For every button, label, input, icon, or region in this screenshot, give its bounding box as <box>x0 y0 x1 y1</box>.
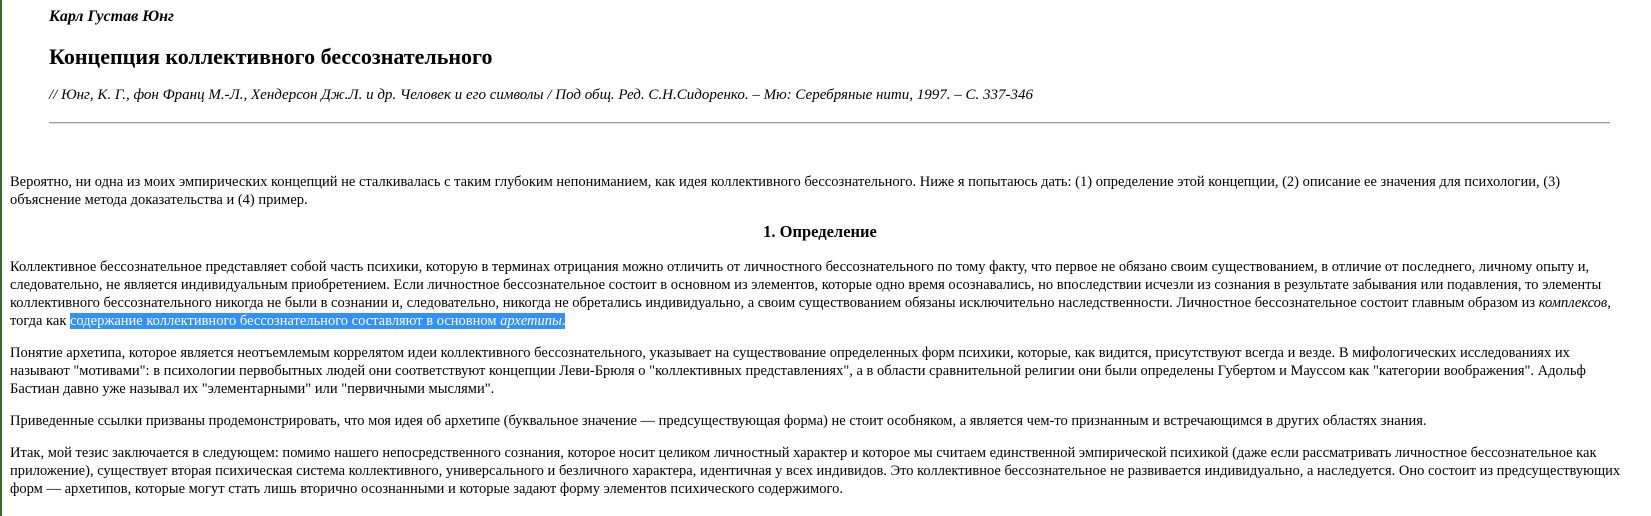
author-name: Карл Густав Юнг <box>49 8 174 25</box>
term-archetypes: архетипы <box>500 313 562 329</box>
citation: // Юнг, К. Г., фон Франц М.-Л., Хендерсон Дж.Л. и др. Человек и его символы / Под общ. Ред. С.Н.Сидоренко. – Мю: Серебряные нити, 1997. – С. 337-346 <box>49 87 1034 103</box>
page-title: Концепция коллективного бессознательного <box>49 44 493 69</box>
archetype-paragraph: Понятие архетипа, которое является неотъемлемым коррелятом идеи коллективного бессознательного, указывает на существование определенных форм психики, которые, как видится, присутствуют всегда и везде. В мифологических исследованиях их называют "мотивами": в психологии первобытных людей они соответствуют концепции Леви-Брюля о "коллективных представлениях", а в области сравнительной религии они были определены Губертом и Мауссом как "категории воображения". Адольф Бастиан давно уже называл их "элементарными" или "первичными мыслями". <box>10 345 1586 397</box>
term-complexes: комплексов <box>1538 295 1608 311</box>
thesis-paragraph: Итак, мой тезис заключается в следующем: помимо нашего непосредственного сознания, которое носит целиком личностный характер и которое мы считаем единственной эмпирической психикой (даже если рассматривать личностное бессознательное как приложение), существует вторая психическая система коллективного, универсального и безличного характера, идентичная у всех индивидов. Это коллективное бессознательное не развивается индивидуально, а наследуется. Оно состоит из предсуществующих форм — архетипов, которые могут стать лишь вторично осознанными и которые задают форму элементов психического содержимого. <box>10 445 1621 497</box>
article-body <box>10 173 1630 512</box>
definition-text-part1: Коллективное бессознательное представляет собой часть психики, которую в терминах отрицания можно отличить от личностного бессознательного по тому факту, что первое не обязано своим существованием, в отличие от последнего, личному опыту и, следовательно, не является индивидуальным приобретением. Если личностное бессознательное состоит в основном из элементов, которые одно время осознавались, но впоследствии исчезли из сознания в результате забывания или подавления, то элементы коллективного бессознательного никогда не были в сознании и, следовательно, никогда не обретались индивидуально, а своим существованием обязаны исключительно наследственности. Личностное бессознательное состоит главным образом из <box>10 259 1602 311</box>
intro-paragraph: Вероятно, ни одна из моих эмпирических концепций не сталкивалась с таким глубоким непониманием, как идея коллективного бессознательного. Ниже я попытаюсь дать: (1) определение этой концепции, (2) описание ее значения для психологии, (3) объяснение метода доказательства и (4) пример. <box>10 174 1561 208</box>
references-paragraph: Приведенные ссылки призваны продемонстрировать, что моя идея об архетипе (буквальное значение — предсуществующая форма) не стоит особняком, а является чем-то признанным и встречающимся в других областях знания. <box>10 413 1427 429</box>
horizontal-rule <box>49 122 1610 124</box>
section-heading-definition: 1. Определение <box>763 222 877 241</box>
definition-paragraph <box>10 258 1630 330</box>
selected-text[interactable] <box>70 313 565 329</box>
selected-text-end: . <box>561 313 566 329</box>
definition-text-part2: , тогда как <box>10 295 1611 329</box>
selected-text-main: содержание коллективного бессознательного составляют в основном <box>70 313 501 329</box>
left-border-rule <box>0 0 2 516</box>
